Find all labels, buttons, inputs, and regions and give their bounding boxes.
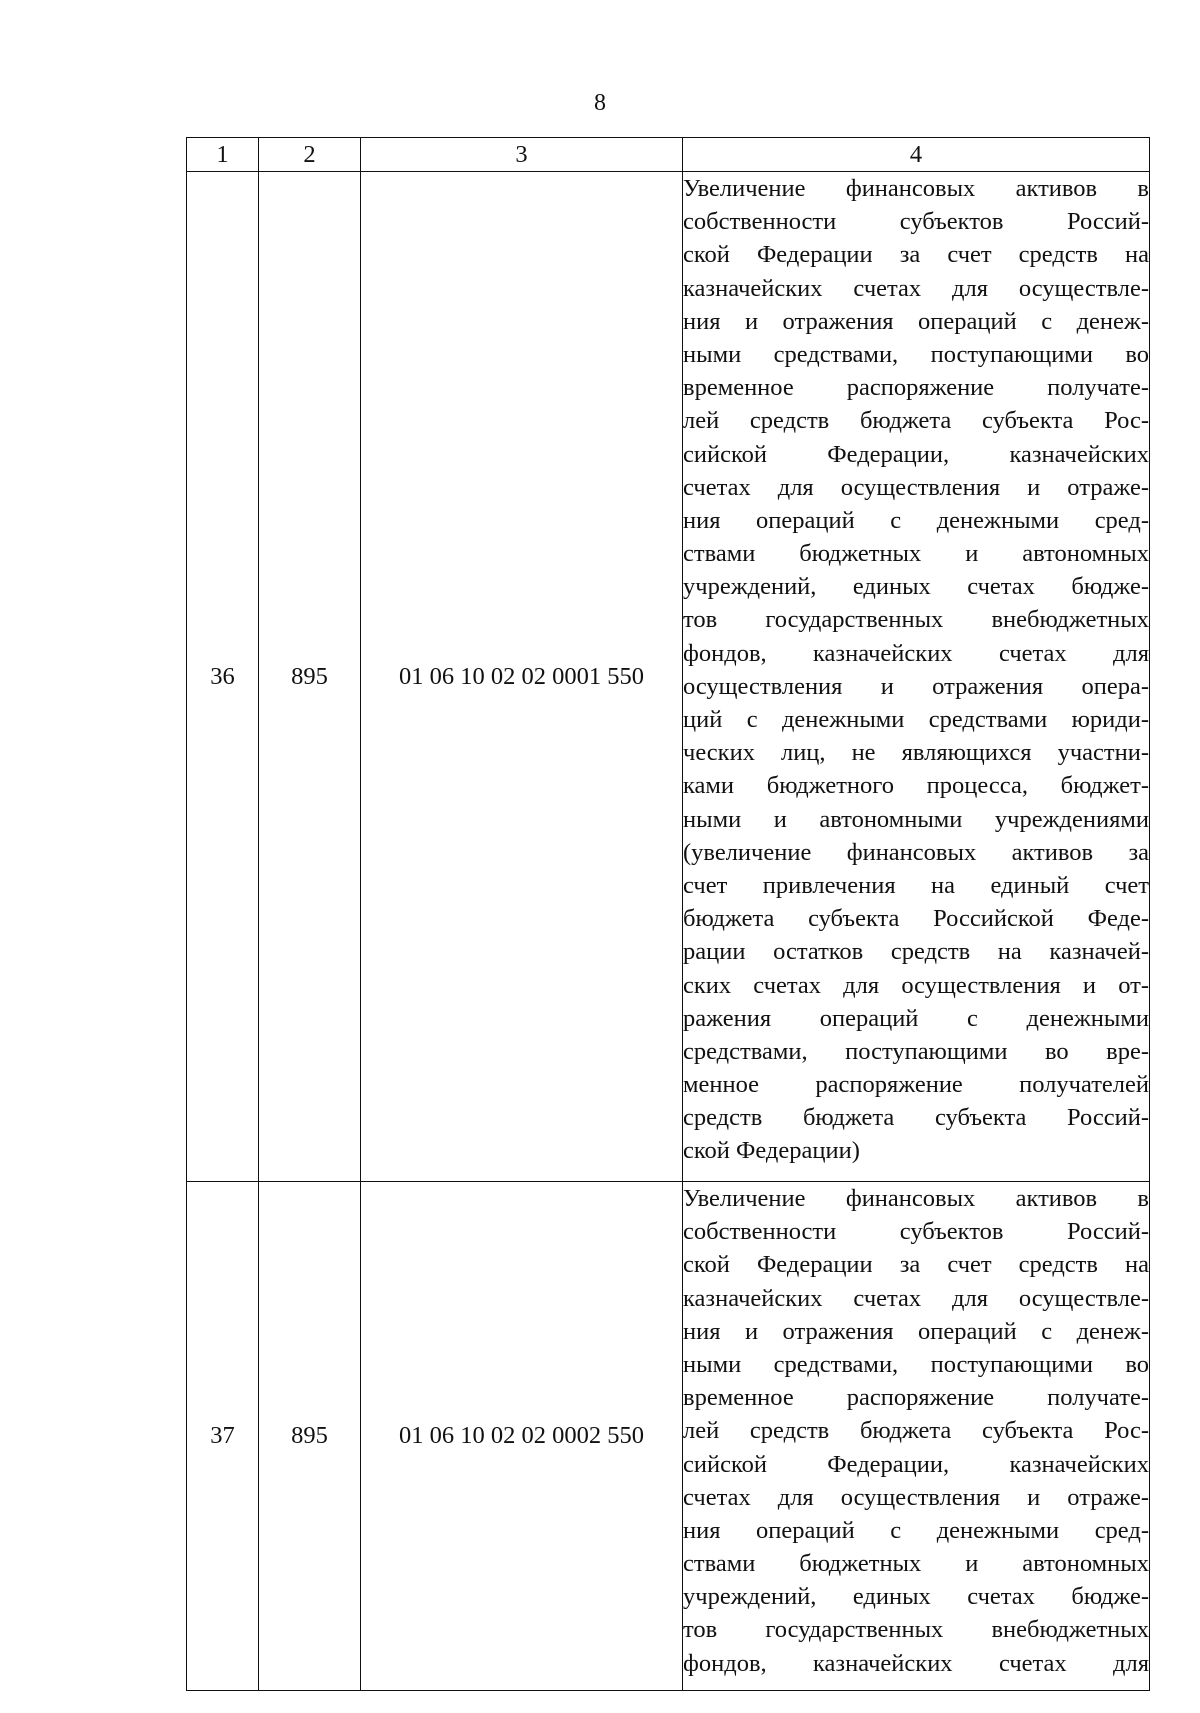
description-line: ствами бюджетных и автономных bbox=[683, 540, 1149, 568]
header-col-3: 3 bbox=[361, 138, 683, 172]
description-line: ских счетах для осуществления и от- bbox=[683, 971, 1149, 999]
header-col-4: 4 bbox=[683, 138, 1150, 172]
description-line: ния и отражения операций с денеж- bbox=[683, 1317, 1149, 1345]
description-line: ния и отражения операций с денеж- bbox=[683, 307, 1149, 335]
description-line: счетах для осуществления и отраже- bbox=[683, 1483, 1149, 1511]
description-line: ками бюджетного процесса, бюджет- bbox=[683, 772, 1149, 800]
table-row bbox=[187, 1182, 1150, 1691]
header-row bbox=[187, 138, 1150, 172]
description-line: рации остатков средств на казначей- bbox=[683, 938, 1149, 966]
description-line: (увеличение финансовых активов за bbox=[683, 838, 1149, 866]
description-line: лей средств бюджета субъекта Рос- bbox=[683, 1417, 1149, 1445]
description-line: учреждений, единых счетах бюдже- bbox=[683, 573, 1149, 601]
description-line: ческих лиц, не являющихся участни- bbox=[683, 739, 1149, 767]
description-line: сийской Федерации, казначейских bbox=[683, 1450, 1149, 1478]
description-line: ными и автономными учреждениями bbox=[683, 805, 1149, 833]
description-line: ской Федерации за счет средств на bbox=[683, 241, 1149, 269]
description-line: казначейских счетах для осуществле- bbox=[683, 1284, 1149, 1312]
description-cell bbox=[683, 172, 1150, 1182]
description-line: менное распоряжение получателей bbox=[683, 1071, 1149, 1099]
description-line: учреждений, единых счетах бюдже- bbox=[683, 1583, 1149, 1611]
budget-code: 01 06 10 02 02 0002 550 bbox=[361, 1182, 683, 1691]
description-line: средств бюджета субъекта Россий- bbox=[683, 1104, 1149, 1132]
description-cell bbox=[683, 1182, 1150, 1691]
table-row bbox=[187, 172, 1150, 1182]
description-line: счетах для осуществления и отраже- bbox=[683, 473, 1149, 501]
description-line: ния операций с денежными сред- bbox=[683, 1516, 1149, 1544]
row-number: 36 bbox=[187, 172, 259, 1182]
description-line: Увеличение финансовых активов в bbox=[683, 1185, 1149, 1212]
description-line: казначейских счетах для осуществле- bbox=[683, 274, 1149, 302]
description-line: фондов, казначейских счетах для bbox=[683, 1649, 1149, 1677]
admin-code: 895 bbox=[259, 1182, 361, 1691]
description-line: фондов, казначейских счетах для bbox=[683, 639, 1149, 667]
description-line: средствами, поступающими во вре- bbox=[683, 1037, 1149, 1065]
description-line: ными средствами, поступающими во bbox=[683, 340, 1149, 368]
description-line: лей средств бюджета субъекта Рос- bbox=[683, 407, 1149, 435]
page-number: 8 bbox=[594, 90, 606, 116]
admin-code: 895 bbox=[259, 172, 361, 1182]
row-number: 37 bbox=[187, 1182, 259, 1691]
description-line: сийской Федерации, казначейских bbox=[683, 440, 1149, 468]
description-line: счет привлечения на единый счет bbox=[683, 871, 1149, 899]
description-line: осуществления и отражения опера- bbox=[683, 672, 1149, 700]
description-line: ными средствами, поступающими во bbox=[683, 1350, 1149, 1378]
description-line: Увеличение финансовых активов в bbox=[683, 175, 1149, 202]
budget-code: 01 06 10 02 02 0001 550 bbox=[361, 172, 683, 1182]
document-table bbox=[186, 137, 1150, 1691]
header-col-1: 1 bbox=[187, 138, 259, 172]
description-line: собственности субъектов Россий- bbox=[683, 208, 1149, 236]
description-line: ражения операций с денежными bbox=[683, 1004, 1149, 1032]
description-line: временное распоряжение получате- bbox=[683, 374, 1149, 402]
description-line: тов государственных внебюджетных bbox=[683, 1616, 1149, 1644]
description-line: ния операций с денежными сред- bbox=[683, 506, 1149, 534]
header-col-2: 2 bbox=[259, 138, 361, 172]
description-line: собственности субъектов Россий- bbox=[683, 1218, 1149, 1246]
description-line: ций с денежными средствами юриди- bbox=[683, 706, 1149, 733]
description-line: ской Федерации) bbox=[683, 1137, 860, 1165]
description-line: ской Федерации за счет средств на bbox=[683, 1251, 1149, 1279]
description-line: ствами бюджетных и автономных bbox=[683, 1550, 1149, 1578]
description-line: бюджета субъекта Российской Феде- bbox=[683, 905, 1149, 933]
description-line: временное распоряжение получате- bbox=[683, 1384, 1149, 1412]
description-line: тов государственных внебюджетных bbox=[683, 606, 1149, 634]
